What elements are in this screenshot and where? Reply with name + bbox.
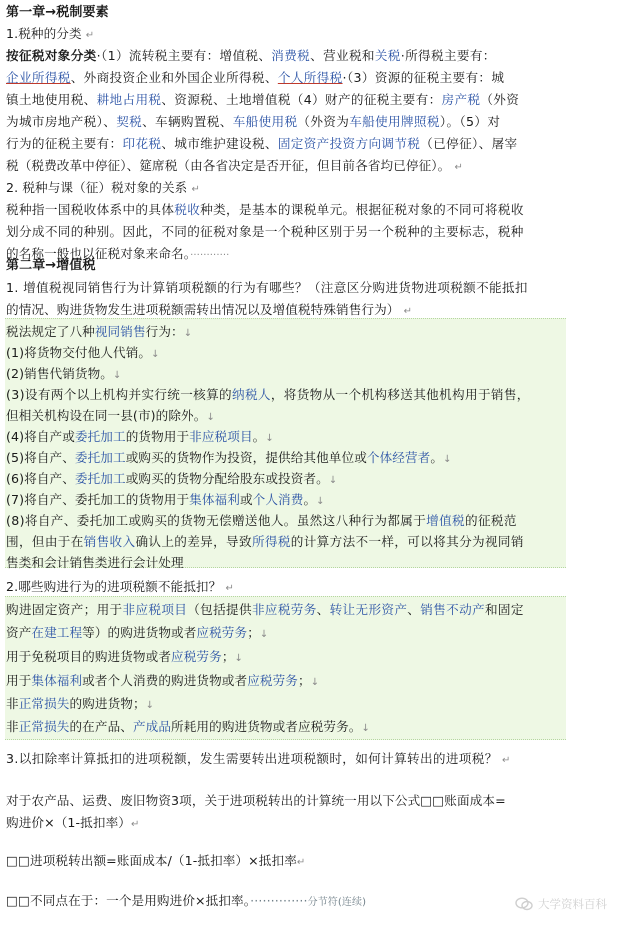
box1-line-5: (5)将自产、委托加工或购买的货物作为投资，提供给其他单位或个体经营者。↓ [6,450,452,465]
box1-line-6: (6)将自产、委托加工或购买的货物分配给股东或投资者。↓ [6,471,338,486]
box1-line-8c: 售类和会计销售类进行会计处理 [6,555,184,570]
section-1-heading: 1.税种的分类 ↵ [6,26,95,41]
formula-line: □□进项税转出额=账面成本/（1-抵扣率）×抵扣率↵ [6,853,306,868]
section-break-label: 分节符(连续) [307,897,367,908]
box1-line-3b: 但相关机构设在同一县(市)的除外。↓ [6,408,215,423]
classification-line-3: 镇土地使用税、耕地占用税、资源税、土地增值税（4）财产的征税主要有：房产税（外资 [6,92,520,107]
box1-line-1: (1)将货物交付他人代销。↓ [6,345,160,360]
box2-line-3: 用于集体福利或者个人消费的购进货物或者应税劳务；↓ [6,673,320,688]
box1-line-2: (2)销售代销货物。↓ [6,366,122,381]
difference-line: □□不同点在于：一个是用购进价×抵扣率。··············分节符(连续) [6,893,367,908]
question-1-line-2: 的情况、购进货物发生进项税额需转出情况以及增值税特殊销售行为） ↵ [6,302,413,317]
watermark [515,896,607,912]
classification-line-2: 企业所得税、外商投资企业和外国企业所得税、个人所得税·（3）资源的征税主要有：城 [6,70,505,85]
box2-line-2: 用于免税项目的购进货物或者应税劳务；↓ [6,649,243,664]
question-3: 3.以扣除率计算抵扣的进项税额，发生需要转出进项税额时，如何计算转出的进项税？ ↵ [6,751,511,766]
classification-line-6: 税（税费改革中停征）、筵席税（由各省决定是否开征，但目前各省均已停征）。 ↵ [6,158,463,173]
relation-line-3: 的名称一般也以征税对象来命名。············ [6,246,230,261]
classification-line-4: 为城市房地产税）、契税、车辆购置税、车船使用税（外资为车船使用牌照税）。（5）对 [6,114,501,129]
question-2: 2.哪些购进行为的进项税额不能抵扣？ ↵ [6,579,234,594]
relation-line-2: 划分成不同的种别。因此，不同的征税对象是一个税种区别于另一个税种的主要标志，税种 [6,224,524,239]
relation-line-1: 税种指一国税收体系中的具体税收种类，是基本的课税单元。根据征税对象的不同可将税收 [6,202,524,217]
classification-line-1: 按征税对象分类·（1）流转税主要有：增值税、消费税、营业税和关税·所得税主要有： [6,48,496,63]
chat-bubble-icon [515,897,533,911]
chapter1-title: 第一章→税制要素 [6,5,109,20]
chapter2-title: 第二章→增值税 [6,258,96,273]
classification-line-5: 行为的征税主要有：印花税、城市维护建设税、固定资产投资方向调节税（已停征）、屠宰 [6,136,518,151]
section-2-heading: 2. 税种与课（征）税对象的关系 ↵ [6,180,200,195]
box2-line-1a: 购进固定资产；用于非应税项目（包括提供非应税劳务、转让无形资产、销售不动产和固定 [6,602,524,617]
box1-line-8a: (8)将自产、委托加工或购买的货物无偿赠送他人。虽然这八种行为都属于增值税的征税范 [6,513,517,528]
box2-line-5: 非正常损失的在产品、产成品所耗用的购进货物或者应税劳务。↓ [6,719,370,734]
box1-line-8b: 围，但由于在销售收入确认上的差异，导致所得税的计算方法不一样，可以将其分为视同销 [6,534,524,549]
box2-line-1b: 资产在建工程等）的购进货物或者应税劳务；↓ [6,625,269,640]
question-1-line-1: 1. 增值税视同销售行为计算销项税额的行为有哪些？（注意区分购进货物进项税额不能抵扣 [6,280,528,295]
box1-line-4: (4)将自产或委托加工的货物用于非应税项目。↓ [6,429,274,444]
box1-line-3a: (3)设有两个以上机构并实行统一核算的纳税人，将货物从一个机构移送其他机构用于销售， [6,387,530,402]
answer-3-line-2: 购进价×（1-抵扣率）↵ [6,815,140,830]
box1-line-7: (7)将自产、委托加工的货物用于集体福利或个人消费。↓ [6,492,325,507]
answer-3-line-1: 对于农产品、运费、废旧物资3项，关于进项税转出的计算统一用以下公式□□账面成本= [6,793,506,808]
box2-line-4: 非正常损失的购进货物；↓ [6,696,155,711]
watermark-text: 大学资料百科 [538,897,607,911]
box1-line-intro: 税法规定了八种视同销售行为：↓ [6,324,193,339]
